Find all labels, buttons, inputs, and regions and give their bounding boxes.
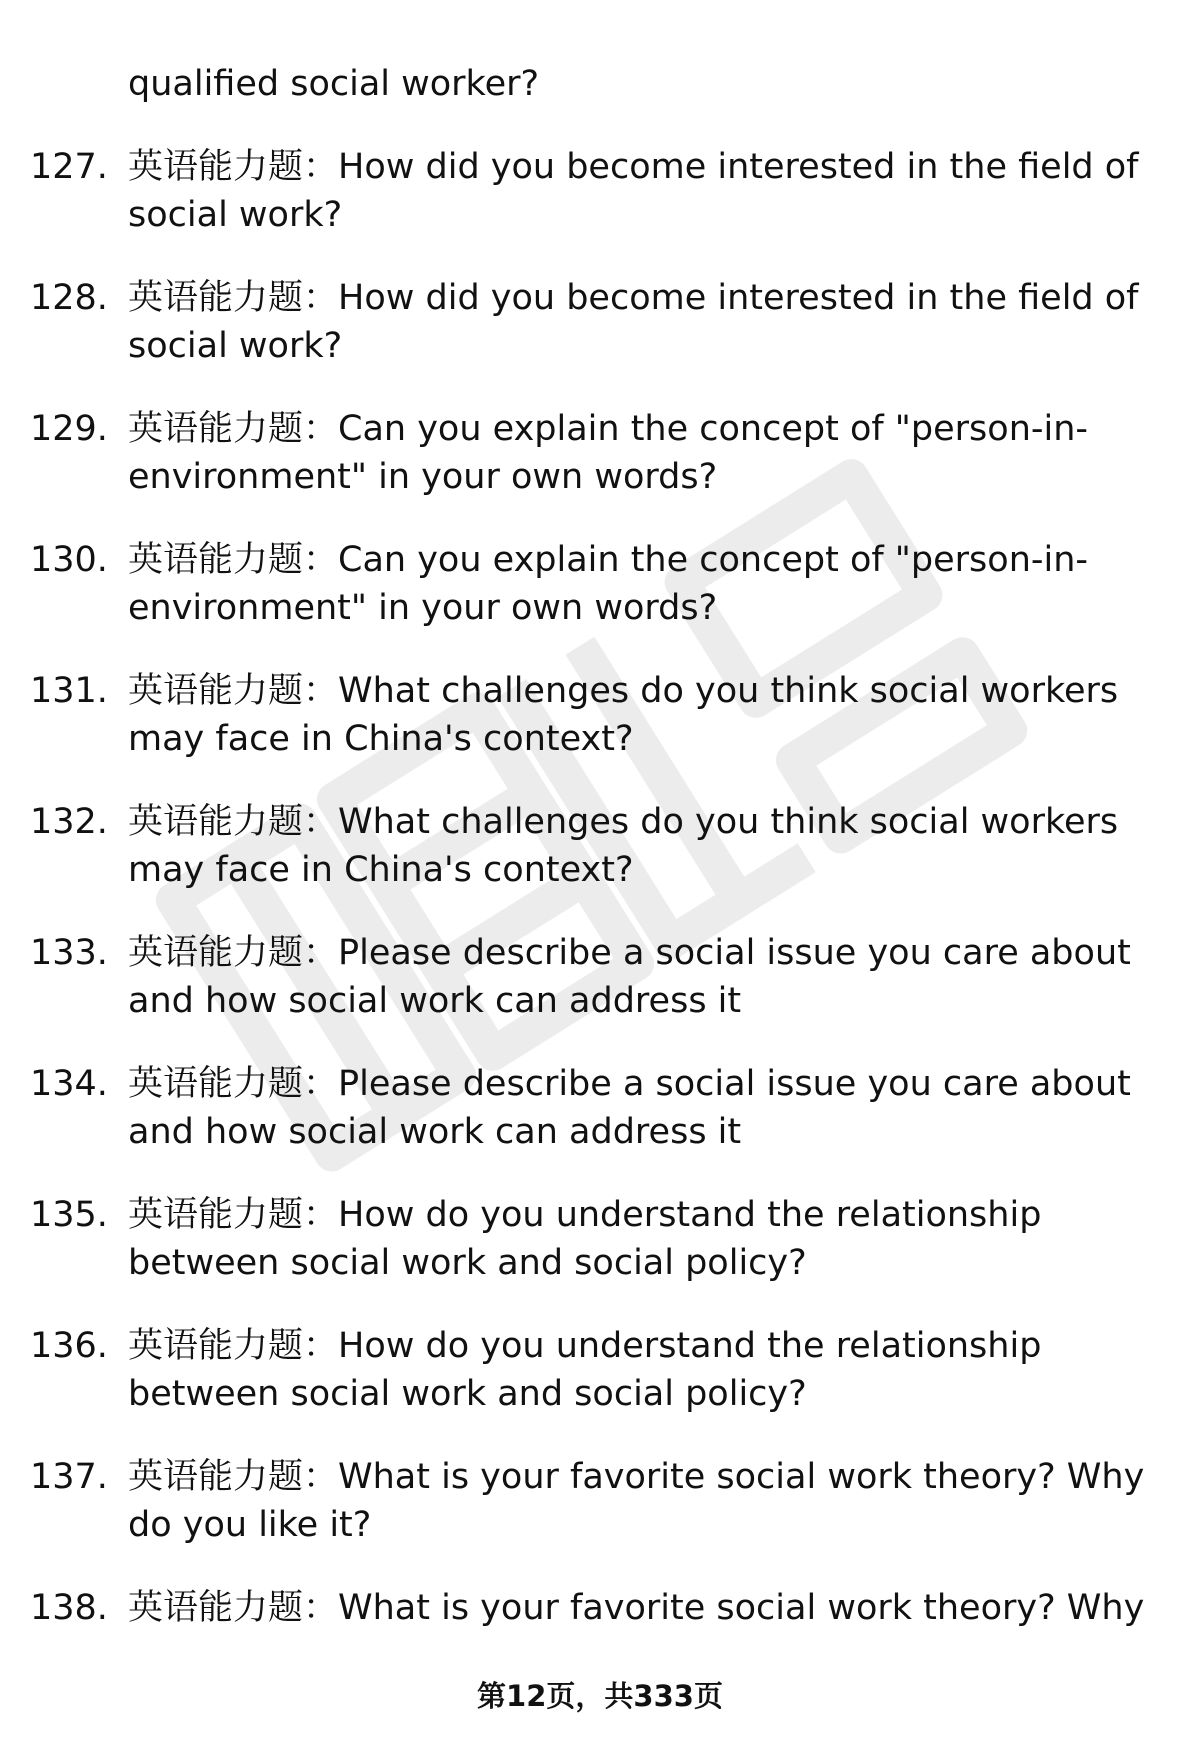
- question-item: [0, 1191, 1200, 1287]
- question-text: [128, 667, 1118, 763]
- question-list: [0, 60, 1200, 1632]
- question-body: and how social work can address it: [128, 981, 742, 1021]
- question-text: [128, 929, 1131, 1025]
- question-line: [128, 405, 1088, 453]
- question-item: [0, 667, 1200, 763]
- question-body: Please describe a social issue you care about: [338, 933, 1131, 973]
- question-text: [128, 143, 1139, 239]
- question-line: [128, 977, 1131, 1025]
- question-prefix: 英语能力题：: [128, 278, 339, 318]
- question-body: How did you become interested in the field of: [338, 278, 1139, 318]
- question-line: [128, 143, 1139, 191]
- question-prefix: 英语能力题：: [128, 409, 339, 449]
- question-body: and how social work can address it: [128, 1112, 742, 1152]
- question-line: [128, 536, 1088, 584]
- question-text: [128, 1453, 1144, 1549]
- question-line: [128, 715, 1118, 763]
- question-line: [128, 1060, 1131, 1108]
- question-body: How do you understand the relationship: [338, 1195, 1042, 1235]
- question-line: [128, 322, 1139, 370]
- question-text: [128, 405, 1088, 501]
- question-number: 130.: [30, 540, 108, 580]
- question-body: Can you explain the concept of "person-in-: [338, 540, 1089, 580]
- question-body: may face in China's context?: [128, 850, 634, 890]
- question-prefix: 英语能力题：: [128, 1195, 339, 1235]
- question-text: [128, 536, 1088, 632]
- question-text: [128, 1584, 1144, 1632]
- question-body: do you like it?: [128, 1505, 372, 1545]
- question-body: may face in China's context?: [128, 719, 634, 759]
- question-line: [128, 798, 1118, 846]
- question-item: [0, 1584, 1200, 1632]
- question-number: 133.: [30, 933, 108, 973]
- question-line: [128, 1584, 1144, 1632]
- question-text: [128, 798, 1118, 894]
- question-prefix: 英语能力题：: [128, 540, 339, 580]
- question-line: [128, 1501, 1144, 1549]
- question-line: [128, 1453, 1144, 1501]
- question-item: [0, 1322, 1200, 1418]
- question-number: 135.: [30, 1195, 108, 1235]
- question-prefix: 英语能力题：: [128, 1588, 339, 1628]
- question-line: [128, 1239, 1041, 1287]
- question-prefix: 英语能力题：: [128, 1326, 339, 1366]
- question-number: 138.: [30, 1588, 108, 1628]
- question-item: [0, 1453, 1200, 1549]
- question-line: [128, 274, 1139, 322]
- question-line: [128, 667, 1118, 715]
- question-body: social work?: [128, 195, 343, 235]
- question-number: 127.: [30, 147, 108, 187]
- question-item: [0, 274, 1200, 370]
- question-body: What is your favorite social work theory? Why: [338, 1457, 1145, 1497]
- question-item: [0, 1060, 1200, 1156]
- question-body: social work?: [128, 326, 343, 366]
- question-line: [128, 453, 1088, 501]
- continuation-line: qualified social worker?: [128, 64, 540, 104]
- question-body: between social work and social policy?: [128, 1374, 807, 1414]
- question-body: environment" in your own words?: [128, 457, 718, 497]
- question-line: [128, 1370, 1041, 1418]
- question-number: 131.: [30, 671, 108, 711]
- question-number: 136.: [30, 1326, 108, 1366]
- question-item: [0, 798, 1200, 894]
- question-body: What challenges do you think social workers: [338, 671, 1119, 711]
- question-text: [128, 1322, 1041, 1418]
- question-number: 132.: [30, 802, 108, 842]
- question-body: What is your favorite social work theory? Why: [338, 1588, 1145, 1628]
- question-line: [128, 1322, 1041, 1370]
- question-prefix: 英语能力题：: [128, 147, 339, 187]
- question-line: [128, 584, 1088, 632]
- question-item: [0, 143, 1200, 239]
- page-footer: 第12页，共333页: [477, 1679, 723, 1713]
- question-prefix: 英语能力题：: [128, 1064, 339, 1104]
- question-body: What challenges do you think social workers: [338, 802, 1119, 842]
- question-line: [128, 1191, 1041, 1239]
- question-number: 129.: [30, 409, 108, 449]
- question-line: [128, 1108, 1131, 1156]
- question-number: 134.: [30, 1064, 108, 1104]
- question-body: environment" in your own words?: [128, 588, 718, 628]
- question-item: [0, 536, 1200, 632]
- question-body: Please describe a social issue you care about: [338, 1064, 1131, 1104]
- question-item: [0, 929, 1200, 1025]
- question-text: [128, 274, 1139, 370]
- question-item: [0, 405, 1200, 501]
- question-line: [128, 929, 1131, 977]
- question-number: 128.: [30, 278, 108, 318]
- question-prefix: 英语能力题：: [128, 933, 339, 973]
- question-prefix: 英语能力题：: [128, 671, 339, 711]
- question-number: 137.: [30, 1457, 108, 1497]
- question-line: [128, 191, 1139, 239]
- question-prefix: 英语能力题：: [128, 1457, 339, 1497]
- question-prefix: 英语能力题：: [128, 802, 339, 842]
- question-body: Can you explain the concept of "person-in-: [338, 409, 1089, 449]
- question-body: How do you understand the relationship: [338, 1326, 1042, 1366]
- question-body: How did you become interested in the field of: [338, 147, 1139, 187]
- question-line: [128, 846, 1118, 894]
- question-body: between social work and social policy?: [128, 1243, 807, 1283]
- question-text: [128, 1060, 1131, 1156]
- question-text: [128, 1191, 1041, 1287]
